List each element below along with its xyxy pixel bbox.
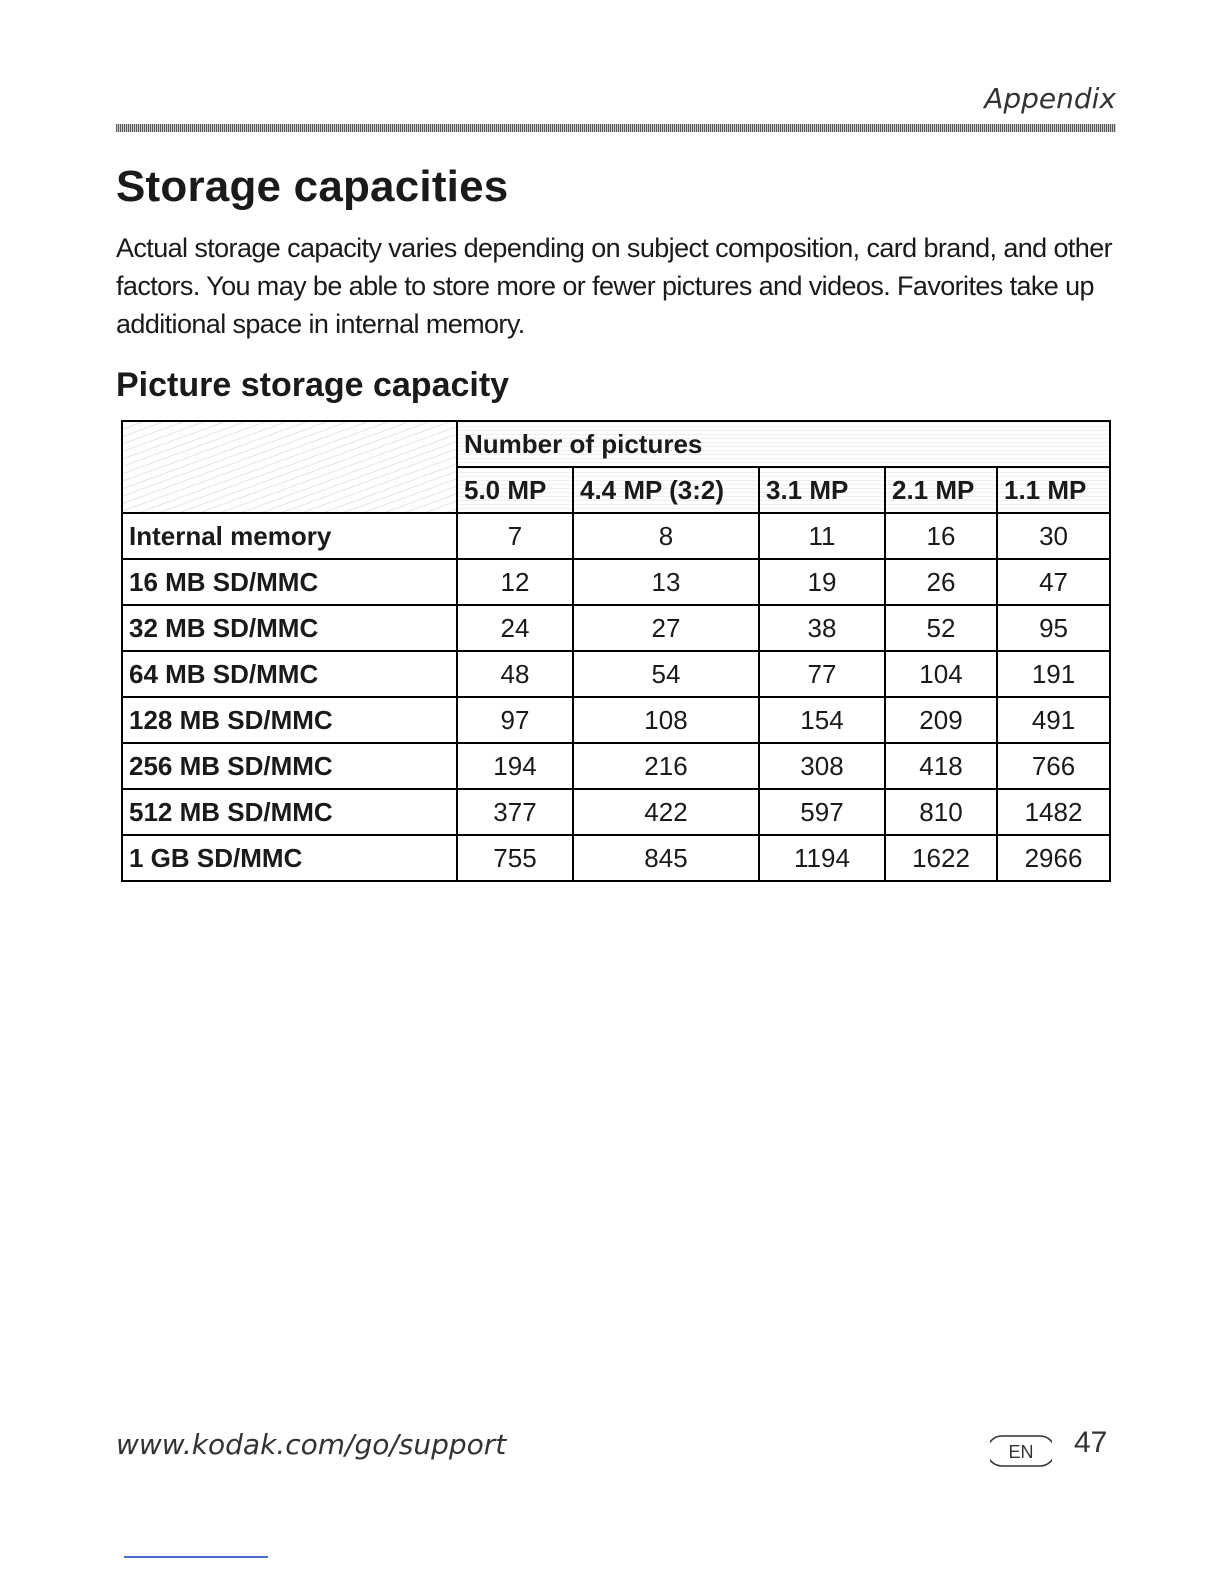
- table-cell: 19: [759, 559, 885, 605]
- table-row: [122, 559, 1110, 605]
- table-cell: 97: [457, 697, 573, 743]
- table-cell: 845: [573, 835, 759, 881]
- table-cell: 11: [759, 513, 885, 559]
- table-cell: 104: [885, 651, 997, 697]
- column-header: 3.1 MP: [759, 467, 885, 513]
- table-row: [122, 605, 1110, 651]
- storage-capacity-table: [121, 420, 1111, 882]
- table-cell: 191: [997, 651, 1110, 697]
- table-cell: 1622: [885, 835, 997, 881]
- table-cell: 1194: [759, 835, 885, 881]
- table-cell: 1482: [997, 789, 1110, 835]
- column-header: 2.1 MP: [885, 467, 997, 513]
- table-cell: 194: [457, 743, 573, 789]
- table-cell: 30: [997, 513, 1110, 559]
- table-cell: 16: [885, 513, 997, 559]
- row-label: 256 MB SD/MMC: [122, 743, 457, 789]
- table-cell: 13: [573, 559, 759, 605]
- page-number: 47: [1074, 1426, 1108, 1459]
- table-cell: 810: [885, 789, 997, 835]
- row-label: 64 MB SD/MMC: [122, 651, 457, 697]
- table-cell: 52: [885, 605, 997, 651]
- row-label: 512 MB SD/MMC: [122, 789, 457, 835]
- language-badge-label: EN: [1008, 1442, 1034, 1462]
- section-label: Appendix: [984, 82, 1116, 115]
- table-cell: 47: [997, 559, 1110, 605]
- table-cell: 766: [997, 743, 1110, 789]
- table-row: [122, 697, 1110, 743]
- row-label: 32 MB SD/MMC: [122, 605, 457, 651]
- row-label: Internal memory: [122, 513, 457, 559]
- table-cell: 154: [759, 697, 885, 743]
- table-cell: 308: [759, 743, 885, 789]
- table-cell: 8: [573, 513, 759, 559]
- table-cell: 216: [573, 743, 759, 789]
- column-header: 1.1 MP: [997, 467, 1110, 513]
- table-cell: 491: [997, 697, 1110, 743]
- intro-paragraph: Actual storage capacity varies depending on subject composition, card brand, and other factors. You may be able to store more or fewer pictures and videos. Favorites take up additional space in internal memory.: [116, 233, 1113, 339]
- table-cell: 38: [759, 605, 885, 651]
- table-cell: 77: [759, 651, 885, 697]
- header-rule: [116, 124, 1116, 132]
- column-header: 5.0 MP: [457, 467, 573, 513]
- table-group-header: Number of pictures: [457, 421, 1110, 467]
- table-cell: 54: [573, 651, 759, 697]
- table-cell: 24: [457, 605, 573, 651]
- table-cell: 95: [997, 605, 1110, 651]
- language-badge: [990, 1434, 1052, 1468]
- table-cell: 377: [457, 789, 573, 835]
- row-label: 16 MB SD/MMC: [122, 559, 457, 605]
- column-header: 4.4 MP (3:2): [573, 467, 759, 513]
- table-cell: 422: [573, 789, 759, 835]
- table-cell: 27: [573, 605, 759, 651]
- section-subtitle: Picture storage capacity: [116, 366, 510, 404]
- support-url: www.kodak.com/go/support: [116, 1428, 507, 1461]
- page-title: Storage capacities: [116, 162, 509, 211]
- table-body: [122, 513, 1110, 881]
- table-corner-cell: [122, 421, 457, 513]
- table-cell: 26: [885, 559, 997, 605]
- table-cell: 48: [457, 651, 573, 697]
- table-row: [122, 835, 1110, 881]
- table-cell: 597: [759, 789, 885, 835]
- table-row: [122, 651, 1110, 697]
- table-row: [122, 743, 1110, 789]
- row-label: 128 MB SD/MMC: [122, 697, 457, 743]
- table-cell: 12: [457, 559, 573, 605]
- table-row: [122, 789, 1110, 835]
- table-cell: 2966: [997, 835, 1110, 881]
- bottom-rule: [124, 1556, 268, 1558]
- table-cell: 7: [457, 513, 573, 559]
- table-row: [122, 513, 1110, 559]
- table-cell: 755: [457, 835, 573, 881]
- row-label: 1 GB SD/MMC: [122, 835, 457, 881]
- table-cell: 418: [885, 743, 997, 789]
- table-cell: 108: [573, 697, 759, 743]
- table-cell: 209: [885, 697, 997, 743]
